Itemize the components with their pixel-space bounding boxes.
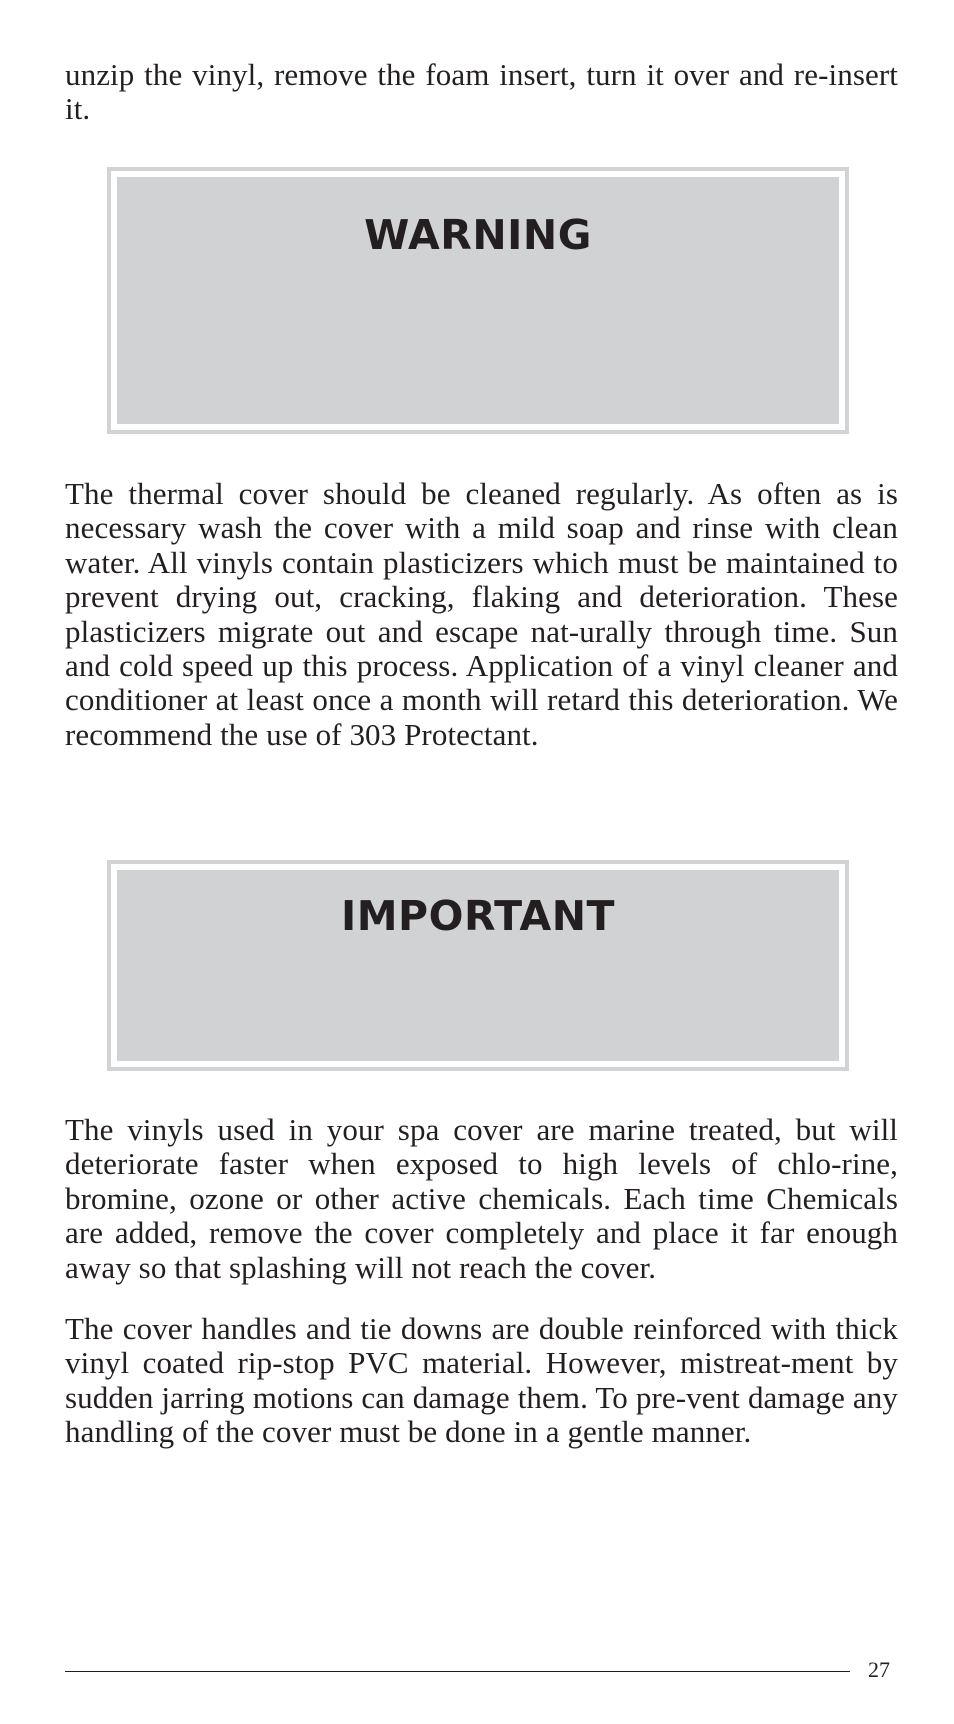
handles-paragraph: The cover handles and tie downs are double reinforced with thick vinyl coated rip-stop PVC material. However, mistreat-ment by sudden jarring motions can damage them. To pre-vent damage any handling of the cover must be done in a gentle manner. bbox=[65, 1311, 898, 1450]
continuation-paragraph: unzip the vinyl, remove the foam insert, turn it over and re-insert it. bbox=[65, 57, 898, 127]
important-callout-body bbox=[117, 870, 839, 1061]
footer-divider bbox=[65, 1671, 850, 1672]
page-number: 27 bbox=[868, 1657, 890, 1682]
warning-callout-body bbox=[117, 177, 839, 424]
important-callout bbox=[107, 860, 849, 1071]
thermal-cover-paragraph: The thermal cover should be cleaned regularly. As often as is necessary wash the cover with a mild soap and rinse with clean water. All vinyls contain plasticizers which must be maintained to prevent drying out, cracking, flaking and deterioration. These plasticizers migrate out and escape nat-urally through time. Sun and cold speed up this process. Application of a vinyl cleaner and conditioner at least once a month will retard this deterioration. We recommend the use of 303 Protectant. bbox=[65, 476, 898, 752]
vinyls-paragraph: The vinyls used in your spa cover are marine treated, but will deteriorate faster when exposed to high levels of chlo-rine, bromine, ozone or other active chemicals. Each time Chemicals are added, remove the cover completely and place it far enough away so that splashing will not reach the cover. bbox=[65, 1112, 898, 1285]
important-heading: IMPORTANT bbox=[341, 892, 615, 940]
warning-heading: WARNING bbox=[364, 211, 592, 259]
warning-callout bbox=[107, 167, 849, 434]
